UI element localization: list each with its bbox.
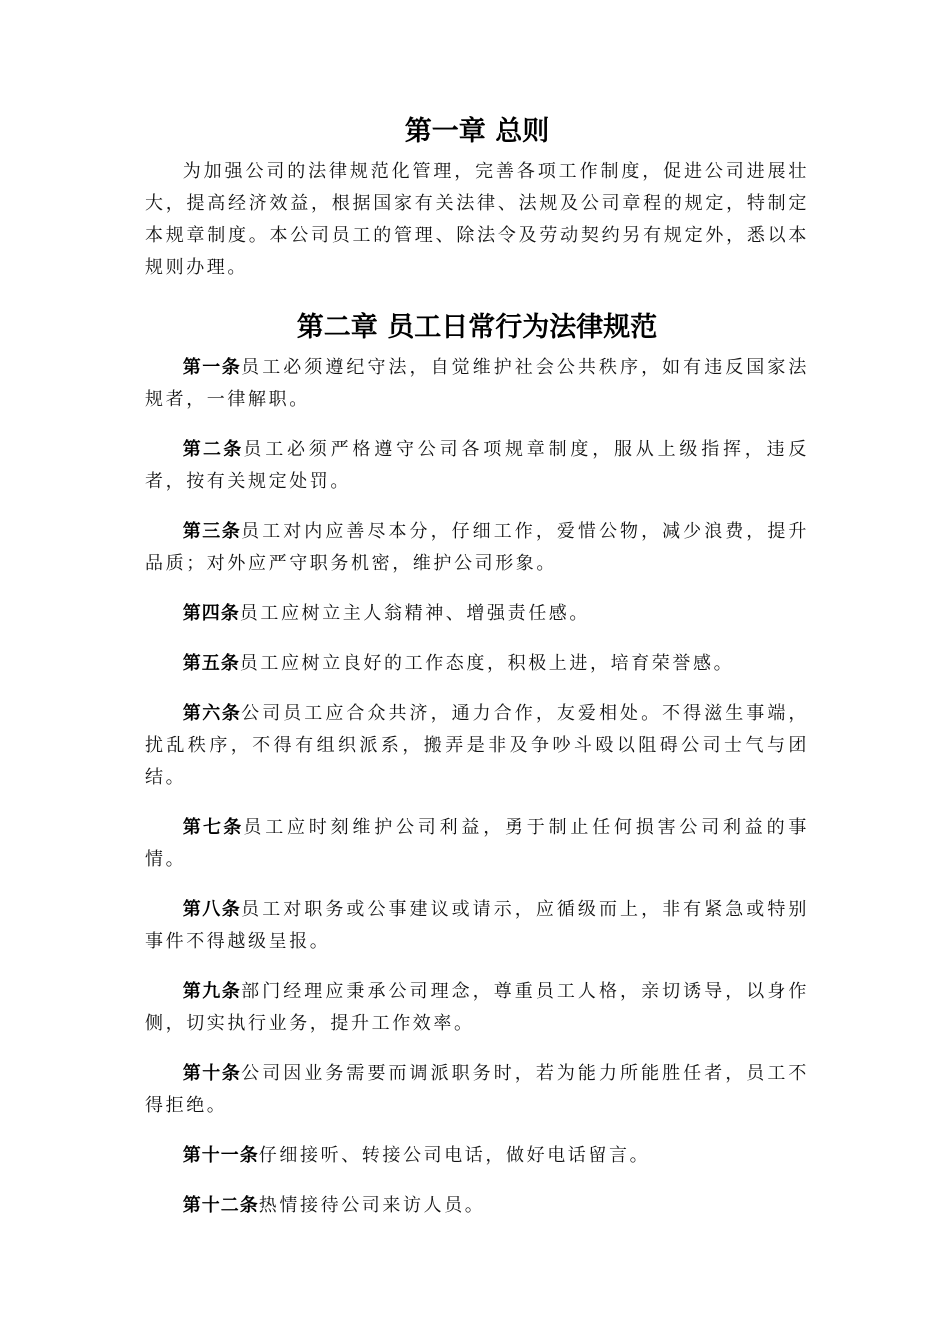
article-12 <box>145 1190 809 1222</box>
article-text: 热情接待公司来访人员。 <box>258 1195 486 1216</box>
article-list <box>145 352 809 1222</box>
article-text: 公司因业务需要而调派职务时，若为能力所能胜任者，员工不得拒绝。 <box>145 1063 810 1116</box>
article-text: 员工必须严格遵守公司各项规章制度，服从上级指挥，违反者，按有关规定处罚。 <box>145 439 809 492</box>
article-label: 第五条 <box>182 653 240 674</box>
article-6 <box>145 698 809 794</box>
article-text: 员工应时刻维护公司利益，勇于制止任何损害公司利益的事情。 <box>145 817 809 870</box>
article-label: 第七条 <box>182 817 244 838</box>
article-4 <box>145 598 809 630</box>
article-1 <box>145 352 809 416</box>
article-text: 员工对职务或公事建议或请示，应循级而上，非有紧急或特别事件不得越级呈报。 <box>145 899 810 952</box>
article-label: 第八条 <box>182 899 242 920</box>
article-9 <box>145 976 809 1040</box>
article-7 <box>145 812 809 876</box>
article-label: 第三条 <box>182 521 242 542</box>
article-11 <box>145 1140 809 1172</box>
article-label: 第一条 <box>182 357 242 378</box>
article-3 <box>145 516 809 580</box>
article-5 <box>145 648 809 680</box>
article-label: 第十一条 <box>182 1145 259 1166</box>
article-label: 第十条 <box>182 1063 242 1084</box>
article-label: 第十二条 <box>182 1195 259 1216</box>
article-2 <box>145 434 809 498</box>
article-label: 第六条 <box>182 703 242 724</box>
article-label: 第四条 <box>182 603 240 624</box>
article-text: 员工必须遵纪守法，自觉维护社会公共秩序，如有违反国家法规者，一律解职。 <box>145 357 810 410</box>
chapter-2-title: 第二章 员工日常行为法律规范 <box>296 312 658 343</box>
chapter-1-intro: 为加强公司的法律规范化管理，完善各项工作制度，促进公司进展壮大，提高经济效益，根据国家有关法律、法规及公司章程的规定，特制定本规章制度。本公司员工的管理、除法令及劳动契约另有规定外，悉以本规则办理。 <box>145 161 809 278</box>
article-text: 员工应树立主人翁精神、增强责任感。 <box>239 603 590 624</box>
article-8 <box>145 894 809 958</box>
article-text: 公司员工应合众共济，通力合作，友爱相处。不得滋生事端，扰乱秩序，不得有组织派系，搬弄是非及争吵斗殴以阻碍公司士气与团结。 <box>145 703 810 788</box>
document-page <box>145 110 809 1222</box>
chapter-1-title: 第一章 总则 <box>404 116 550 147</box>
article-text: 员工对内应善尽本分，仔细工作，爱惜公物，减少浪费，提升品质；对外应严守职务机密，维护公司形象。 <box>145 521 810 574</box>
article-text: 部门经理应秉承公司理念，尊重员工人格，亲切诱导，以身作侧，切实执行业务，提升工作效率。 <box>145 981 810 1034</box>
article-text: 员工应树立良好的工作态度，积极上进，培育荣誉感。 <box>239 653 735 674</box>
article-label: 第二条 <box>182 439 244 460</box>
article-text: 仔细接听、转接公司电话，做好电话留言。 <box>258 1145 651 1166</box>
article-label: 第九条 <box>182 981 242 1002</box>
article-10 <box>145 1058 809 1122</box>
